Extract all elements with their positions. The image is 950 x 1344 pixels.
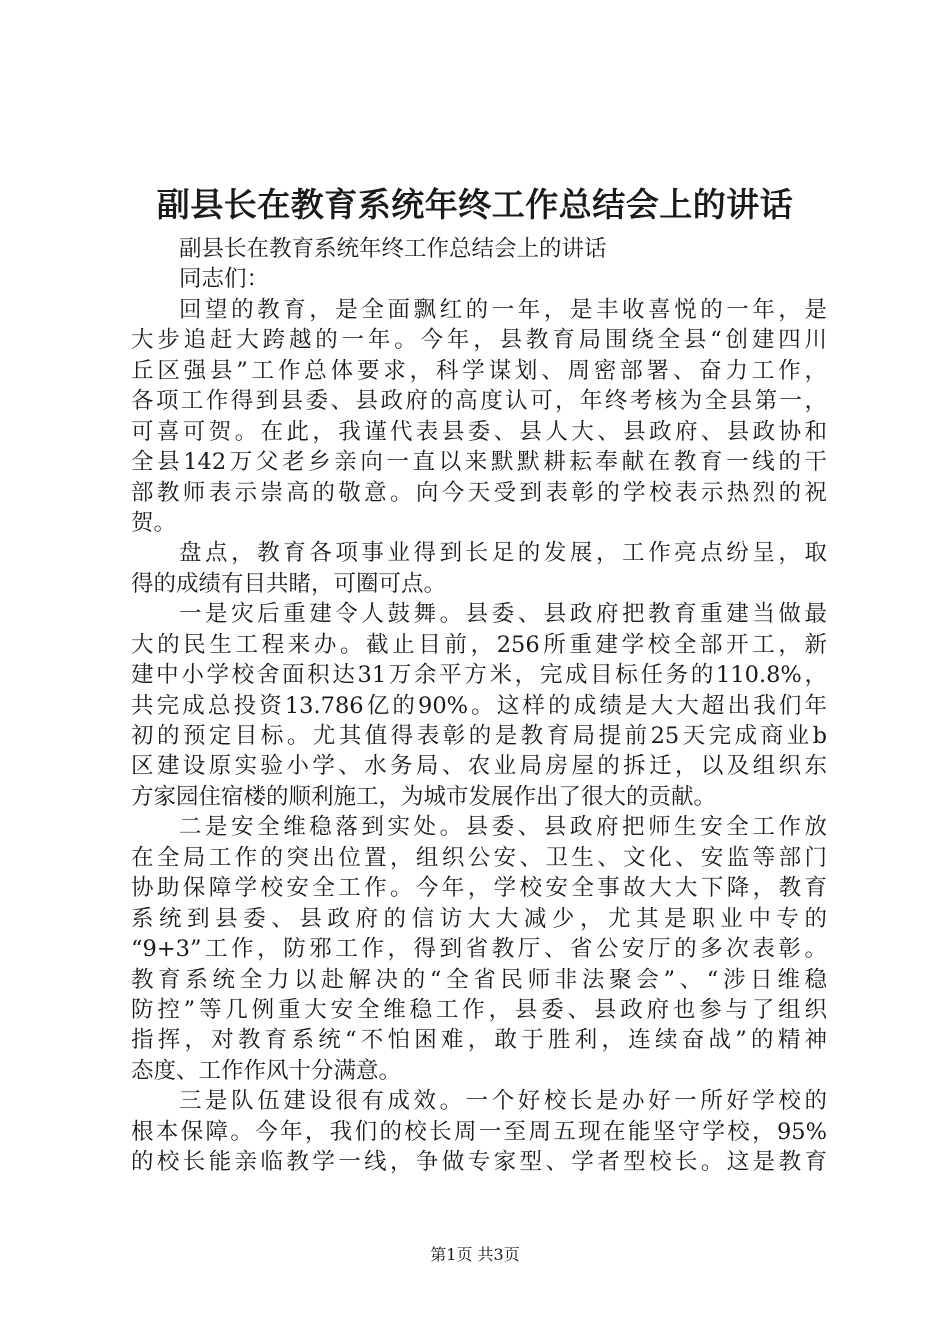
paragraph-line: 在全局工作的突出位置，组织公安、卫生、文化、安监等部门 bbox=[131, 844, 827, 871]
paragraph-line: 共完成总投资13.786亿的90%。这样的成绩是大大超出我们年 bbox=[131, 692, 827, 719]
paragraph-line: 盘点，教育各项事业得到长足的发展，工作亮点纷呈，取 bbox=[179, 540, 827, 567]
paragraph-line: 一是灾后重建令人鼓舞。县委、县政府把教育重建当做最 bbox=[179, 601, 827, 628]
page-number-footer: 第1页 共3页 bbox=[430, 1245, 520, 1264]
paragraph-line: 初的预定目标。尤其值得表彰的是教育局提前25天完成商业b bbox=[131, 723, 827, 749]
paragraph-line: “9+3”工作，防邪工作，得到省教厅、省公安厅的多次表彰。 bbox=[131, 936, 827, 963]
paragraph-line: 态度、工作作风十分满意。 bbox=[131, 1057, 402, 1084]
document-body bbox=[131, 234, 827, 1178]
subtitle-line: 副县长在教育系统年终工作总结会上的讲话 bbox=[179, 236, 607, 262]
paragraph-line: 回望的教育，是全面飘红的一年，是丰收喜悦的一年，是 bbox=[179, 296, 827, 323]
paragraph-line: 区建设原实验小学、水务局、农业局房屋的拆迁，以及组织东 bbox=[131, 753, 827, 780]
paragraph-line: 可喜可贺。在此，我谨代表县委、县人大、县政府、县政协和 bbox=[131, 418, 827, 445]
paragraph-line: 根本保障。今年，我们的校长周一至周五现在能坚守学校，95% bbox=[131, 1118, 827, 1145]
paragraph-line: 三是队伍建设很有成效。一个好校长是办好一所好学校的 bbox=[179, 1088, 827, 1115]
paragraph-line: 部教师表示崇高的敬意。向今天受到表彰的学校表示热烈的祝 bbox=[131, 479, 827, 506]
paragraph-line: 二是安全维稳落到实处。县委、县政府把师生安全工作放 bbox=[179, 814, 827, 841]
salutation-line: 同志们： bbox=[179, 266, 270, 293]
paragraph-line: 全县142万父老乡亲向一直以来默默耕耘奉献在教育一线的干 bbox=[131, 449, 827, 476]
paragraph-line: 贺。 bbox=[131, 509, 177, 536]
paragraph-line: 大步追赶大跨越的一年。今年，县教育局围绕全县“创建四川 bbox=[131, 327, 827, 354]
paragraph-line: 丘区强县”工作总体要求，科学谋划、周密部署、奋力工作， bbox=[131, 357, 827, 384]
paragraph-line: 系统到县委、县政府的信访大大减少，尤其是职业中专的 bbox=[131, 905, 827, 932]
paragraph-line: 建中小学校舍面积达31万余平方米，完成目标任务的110.8%， bbox=[131, 662, 827, 689]
paragraph-line: 的校长能亲临教学一线，争做专家型、学者型校长。这是教育 bbox=[131, 1149, 827, 1176]
paragraph-line: 教育系统全力以赴解决的“全省民师非法聚会”、“涉日维稳 bbox=[131, 966, 827, 993]
paragraph-line: 大的民生工程来办。截止目前，256所重建学校全部开工，新 bbox=[131, 631, 827, 658]
paragraph-line: 协助保障学校安全工作。今年，学校安全事故大大下降，教育 bbox=[131, 875, 827, 902]
paragraph-line: 防控”等几例重大安全维稳工作，县委、县政府也参与了组织 bbox=[131, 996, 827, 1023]
paragraph-line: 指挥，对教育系统“不怕困难，敢于胜利，连续奋战”的精神 bbox=[131, 1027, 827, 1054]
paragraph-line: 得的成绩有目共睹，可圈可点。 bbox=[131, 570, 447, 597]
paragraph-line: 各项工作得到县委、县政府的高度认可，年终考核为全县第一， bbox=[131, 388, 827, 415]
document-title: 副县长在教育系统年终工作总结会上的讲话 bbox=[156, 185, 794, 224]
paragraph-line: 方家园住宿楼的顺利施工，为城市发展作出了很大的贡献。 bbox=[131, 783, 717, 810]
